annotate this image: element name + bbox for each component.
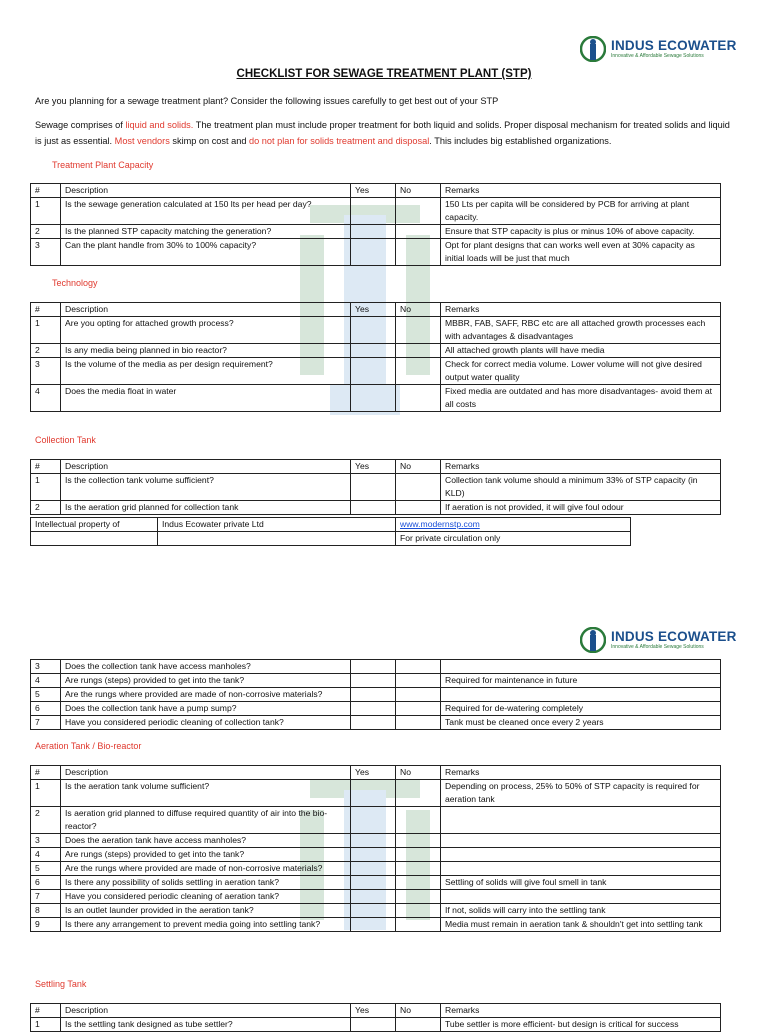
row-number: 1	[31, 780, 61, 807]
table-row	[31, 807, 721, 834]
no-cell[interactable]	[396, 834, 441, 848]
yes-cell[interactable]	[351, 688, 396, 702]
yes-cell[interactable]	[351, 716, 396, 730]
header-no: No	[396, 184, 441, 198]
row-description: Is there any arrangement to prevent media going into settling tank?	[61, 918, 351, 932]
brand-tagline: Innovative & Affordable Sewage Solutions	[611, 644, 704, 651]
no-cell[interactable]	[396, 225, 441, 239]
no-cell[interactable]	[396, 385, 441, 412]
brand-tagline: Innovative & Affordable Sewage Solutions	[611, 53, 704, 60]
indus-ecowater-logo-icon	[580, 627, 606, 653]
no-cell[interactable]	[396, 688, 441, 702]
header-yes: Yes	[351, 184, 396, 198]
section-title-settling: Settling Tank	[35, 979, 87, 989]
row-description: Is the sewage generation calculated at 150 lts per head per day?	[61, 198, 351, 225]
table-row	[31, 780, 721, 807]
row-description: Is an outlet launder provided in the aeration tank?	[61, 904, 351, 918]
header-remarks: Remarks	[441, 184, 721, 198]
header-remarks: Remarks	[441, 303, 721, 317]
row-description: Have you considered periodic cleaning of collection tank?	[61, 716, 351, 730]
table-row	[31, 890, 721, 904]
row-number: 4	[31, 385, 61, 412]
no-cell[interactable]	[396, 358, 441, 385]
row-description: Does the collection tank have a pump sump?	[61, 702, 351, 716]
header-yes: Yes	[351, 1004, 396, 1018]
row-number: 6	[31, 876, 61, 890]
section-title-capacity: Treatment Plant Capacity	[52, 160, 154, 170]
table-row	[31, 848, 721, 862]
no-cell[interactable]	[396, 239, 441, 266]
row-description: Is the planned STP capacity matching the generation?	[61, 225, 351, 239]
website-link[interactable]: www.modernstp.com	[400, 519, 480, 529]
table-row	[31, 862, 721, 876]
table-header-row	[31, 303, 721, 317]
yes-cell[interactable]	[351, 862, 396, 876]
row-remarks	[441, 807, 721, 834]
yes-cell[interactable]	[351, 344, 396, 358]
aeration-table	[30, 765, 721, 932]
yes-cell[interactable]	[351, 848, 396, 862]
collection-table	[30, 459, 721, 515]
yes-cell[interactable]	[351, 904, 396, 918]
table-row	[31, 834, 721, 848]
row-number: 7	[31, 716, 61, 730]
brand-name-indus: INDUS	[611, 37, 655, 53]
row-number: 3	[31, 358, 61, 385]
table-row	[31, 716, 721, 730]
yes-cell[interactable]	[351, 918, 396, 932]
no-cell[interactable]	[396, 918, 441, 932]
yes-cell[interactable]	[351, 358, 396, 385]
no-cell[interactable]	[396, 890, 441, 904]
yes-cell[interactable]	[351, 660, 396, 674]
sewage-paragraph: Sewage comprises of liquid and solids. The treatment plan must include proper treatment for both liquid and solids. Proper disposal mechanism for treated solids and liquid is just as essential. Most vendors skimp on cost and do not plan for solids treatment and disposal. This includes big established organizations.	[35, 120, 730, 146]
row-remarks: Tube settler is more efficient- but design is critical for success	[441, 1018, 721, 1032]
header-yes: Yes	[351, 460, 396, 474]
table-header-row	[31, 766, 721, 780]
yes-cell[interactable]	[351, 1018, 396, 1032]
row-description: Are the rungs where provided are made of non-corrosive materials?	[61, 862, 351, 876]
brand-name-ecowater: ECOWATER	[657, 37, 737, 53]
collection-table-continued	[30, 659, 721, 730]
row-remarks: 150 Lts per capita will be considered by PCB for arriving at plant capacity.	[441, 198, 721, 225]
row-description: Does the collection tank have access manholes?	[61, 660, 351, 674]
intro-text: Are you planning for a sewage treatment plant? Consider the following issues carefully to get best out of your STP	[35, 96, 499, 106]
row-remarks: Depending on process, 25% to 50% of STP capacity is required for aeration tank	[441, 780, 721, 807]
header-description: Description	[61, 460, 351, 474]
yes-cell[interactable]	[351, 780, 396, 807]
row-remarks	[441, 660, 721, 674]
table-row	[31, 674, 721, 688]
table-header-row	[31, 460, 721, 474]
capacity-table	[30, 183, 721, 266]
row-number: 1	[31, 198, 61, 225]
row-description: Is the collection tank volume sufficient?	[61, 474, 351, 501]
row-description: Are you opting for attached growth process?	[61, 317, 351, 344]
table-row	[31, 1018, 721, 1032]
row-description: Is there any possibility of solids settling in aeration tank?	[61, 876, 351, 890]
yes-cell[interactable]	[351, 674, 396, 688]
yes-cell[interactable]	[351, 890, 396, 904]
row-number: 5	[31, 688, 61, 702]
indus-ecowater-logo-icon	[580, 36, 606, 62]
table-row	[31, 702, 721, 716]
table-row	[31, 358, 721, 385]
yes-cell[interactable]	[351, 702, 396, 716]
row-number: 2	[31, 501, 61, 515]
header-yes: Yes	[351, 766, 396, 780]
yes-cell[interactable]	[351, 834, 396, 848]
header-remarks: Remarks	[441, 766, 721, 780]
row-remarks: Check for correct media volume. Lower volume will not give desired output water quality	[441, 358, 721, 385]
yes-cell[interactable]	[351, 807, 396, 834]
row-remarks: Settling of solids will give foul smell in tank	[441, 876, 721, 890]
brand-logo	[580, 36, 737, 62]
row-remarks	[441, 834, 721, 848]
technology-table	[30, 302, 721, 412]
header-num: #	[31, 303, 61, 317]
row-description: Are rungs (steps) provided to get into the tank?	[61, 848, 351, 862]
row-number: 3	[31, 834, 61, 848]
header-no: No	[396, 460, 441, 474]
row-description: Can the plant handle from 30% to 100% capacity?	[61, 239, 351, 266]
section-title-aeration: Aeration Tank / Bio-reactor	[35, 741, 142, 751]
row-description: Have you considered periodic cleaning of aeration tank?	[61, 890, 351, 904]
row-remarks: MBBR, FAB, SAFF, RBC etc are all attached growth processes each with advantages & disadvantages	[441, 317, 721, 344]
row-remarks: If not, solids will carry into the settling tank	[441, 904, 721, 918]
row-description: Is any media being planned in bio reactor?	[61, 344, 351, 358]
row-remarks: Collection tank volume should a minimum 33% of STP capacity (in KLD)	[441, 474, 721, 501]
table-row	[31, 501, 721, 515]
row-remarks: If aeration is not provided, it will give foul odour	[441, 501, 721, 515]
table-row	[31, 385, 721, 412]
table-row	[31, 198, 721, 225]
no-cell[interactable]	[396, 198, 441, 225]
header-description: Description	[61, 303, 351, 317]
no-cell[interactable]	[396, 702, 441, 716]
table-row	[31, 876, 721, 890]
footer-ip-label: Intellectual property of	[31, 518, 158, 532]
footer-table	[30, 517, 631, 546]
row-remarks: Ensure that STP capacity is plus or minus 10% of above capacity.	[441, 225, 721, 239]
table-header-row	[31, 184, 721, 198]
footer-circulation: For private circulation only	[396, 532, 631, 546]
row-description: Is the aeration tank volume sufficient?	[61, 780, 351, 807]
row-number: 3	[31, 239, 61, 266]
yes-cell[interactable]	[351, 385, 396, 412]
row-remarks	[441, 862, 721, 876]
row-remarks: Opt for plant designs that can works well even at 30% capacity as initial loads will be just that much	[441, 239, 721, 266]
no-cell[interactable]	[396, 317, 441, 344]
row-number: 4	[31, 848, 61, 862]
yes-cell[interactable]	[351, 474, 396, 501]
header-description: Description	[61, 184, 351, 198]
yes-cell[interactable]	[351, 239, 396, 266]
no-cell[interactable]	[396, 904, 441, 918]
table-row	[31, 474, 721, 501]
header-num: #	[31, 184, 61, 198]
row-number: 3	[31, 660, 61, 674]
header-description: Description	[61, 1004, 351, 1018]
table-row	[31, 918, 721, 932]
row-remarks: Required for maintenance in future	[441, 674, 721, 688]
section-title-collection: Collection Tank	[35, 435, 96, 445]
brand-name-ecowater: ECOWATER	[657, 628, 737, 644]
row-description: Does the media float in water	[61, 385, 351, 412]
row-number: 2	[31, 807, 61, 834]
table-row	[31, 344, 721, 358]
row-number: 1	[31, 1018, 61, 1032]
table-row	[31, 688, 721, 702]
header-num: #	[31, 1004, 61, 1018]
no-cell[interactable]	[396, 780, 441, 807]
row-remarks: Fixed media are outdated and has more disadvantages- avoid them at all costs	[441, 385, 721, 412]
row-number: 2	[31, 344, 61, 358]
brand-logo-page2	[580, 627, 737, 653]
row-description: Is aeration grid planned to diffuse required quantity of air into the bio-reactor?	[61, 807, 351, 834]
row-remarks	[441, 890, 721, 904]
yes-cell[interactable]	[351, 876, 396, 890]
row-number: 7	[31, 890, 61, 904]
header-no: No	[396, 303, 441, 317]
row-number: 1	[31, 474, 61, 501]
header-remarks: Remarks	[441, 460, 721, 474]
row-number: 9	[31, 918, 61, 932]
no-cell[interactable]	[396, 474, 441, 501]
row-remarks: All attached growth plants will have media	[441, 344, 721, 358]
page-title: CHECKLIST FOR SEWAGE TREATMENT PLANT (STP)	[236, 68, 532, 80]
header-yes: Yes	[351, 303, 396, 317]
row-description: Is the volume of the media as per design requirement?	[61, 358, 351, 385]
row-number: 6	[31, 702, 61, 716]
footer-empty-cell	[31, 532, 158, 546]
no-cell[interactable]	[396, 876, 441, 890]
table-row	[31, 904, 721, 918]
table-row	[31, 225, 721, 239]
table-row	[31, 239, 721, 266]
header-remarks: Remarks	[441, 1004, 721, 1018]
no-cell[interactable]	[396, 807, 441, 834]
footer-company: Indus Ecowater private Ltd	[158, 518, 396, 532]
no-cell[interactable]	[396, 862, 441, 876]
settling-table	[30, 1003, 721, 1032]
header-no: No	[396, 1004, 441, 1018]
row-number: 1	[31, 317, 61, 344]
no-cell[interactable]	[396, 344, 441, 358]
row-remarks	[441, 848, 721, 862]
no-cell[interactable]	[396, 1018, 441, 1032]
row-number: 2	[31, 225, 61, 239]
no-cell[interactable]	[396, 848, 441, 862]
header-no: No	[396, 766, 441, 780]
header-num: #	[31, 460, 61, 474]
header-num: #	[31, 766, 61, 780]
row-description: Are the rungs where provided are made of non-corrosive materials?	[61, 688, 351, 702]
no-cell[interactable]	[396, 660, 441, 674]
no-cell[interactable]	[396, 674, 441, 688]
yes-cell[interactable]	[351, 225, 396, 239]
row-remarks: Tank must be cleaned once every 2 years	[441, 716, 721, 730]
row-description: Is the aeration grid planned for collection tank	[61, 501, 351, 515]
brand-name-indus: INDUS	[611, 628, 655, 644]
row-remarks: Media must remain in aeration tank & shouldn't get into settling tank	[441, 918, 721, 932]
row-number: 5	[31, 862, 61, 876]
table-row	[31, 660, 721, 674]
no-cell[interactable]	[396, 501, 441, 515]
row-remarks	[441, 688, 721, 702]
row-number: 4	[31, 674, 61, 688]
footer-empty-cell	[158, 532, 396, 546]
yes-cell[interactable]	[351, 501, 396, 515]
row-remarks: Required for de-watering completely	[441, 702, 721, 716]
yes-cell[interactable]	[351, 198, 396, 225]
table-row	[31, 317, 721, 344]
row-description: Does the aeration tank have access manholes?	[61, 834, 351, 848]
row-description: Are rungs (steps) provided to get into the tank?	[61, 674, 351, 688]
row-number: 8	[31, 904, 61, 918]
header-description: Description	[61, 766, 351, 780]
row-description: Is the settling tank designed as tube settler?	[61, 1018, 351, 1032]
section-title-technology: Technology	[52, 278, 98, 288]
no-cell[interactable]	[396, 716, 441, 730]
table-header-row	[31, 1004, 721, 1018]
yes-cell[interactable]	[351, 317, 396, 344]
